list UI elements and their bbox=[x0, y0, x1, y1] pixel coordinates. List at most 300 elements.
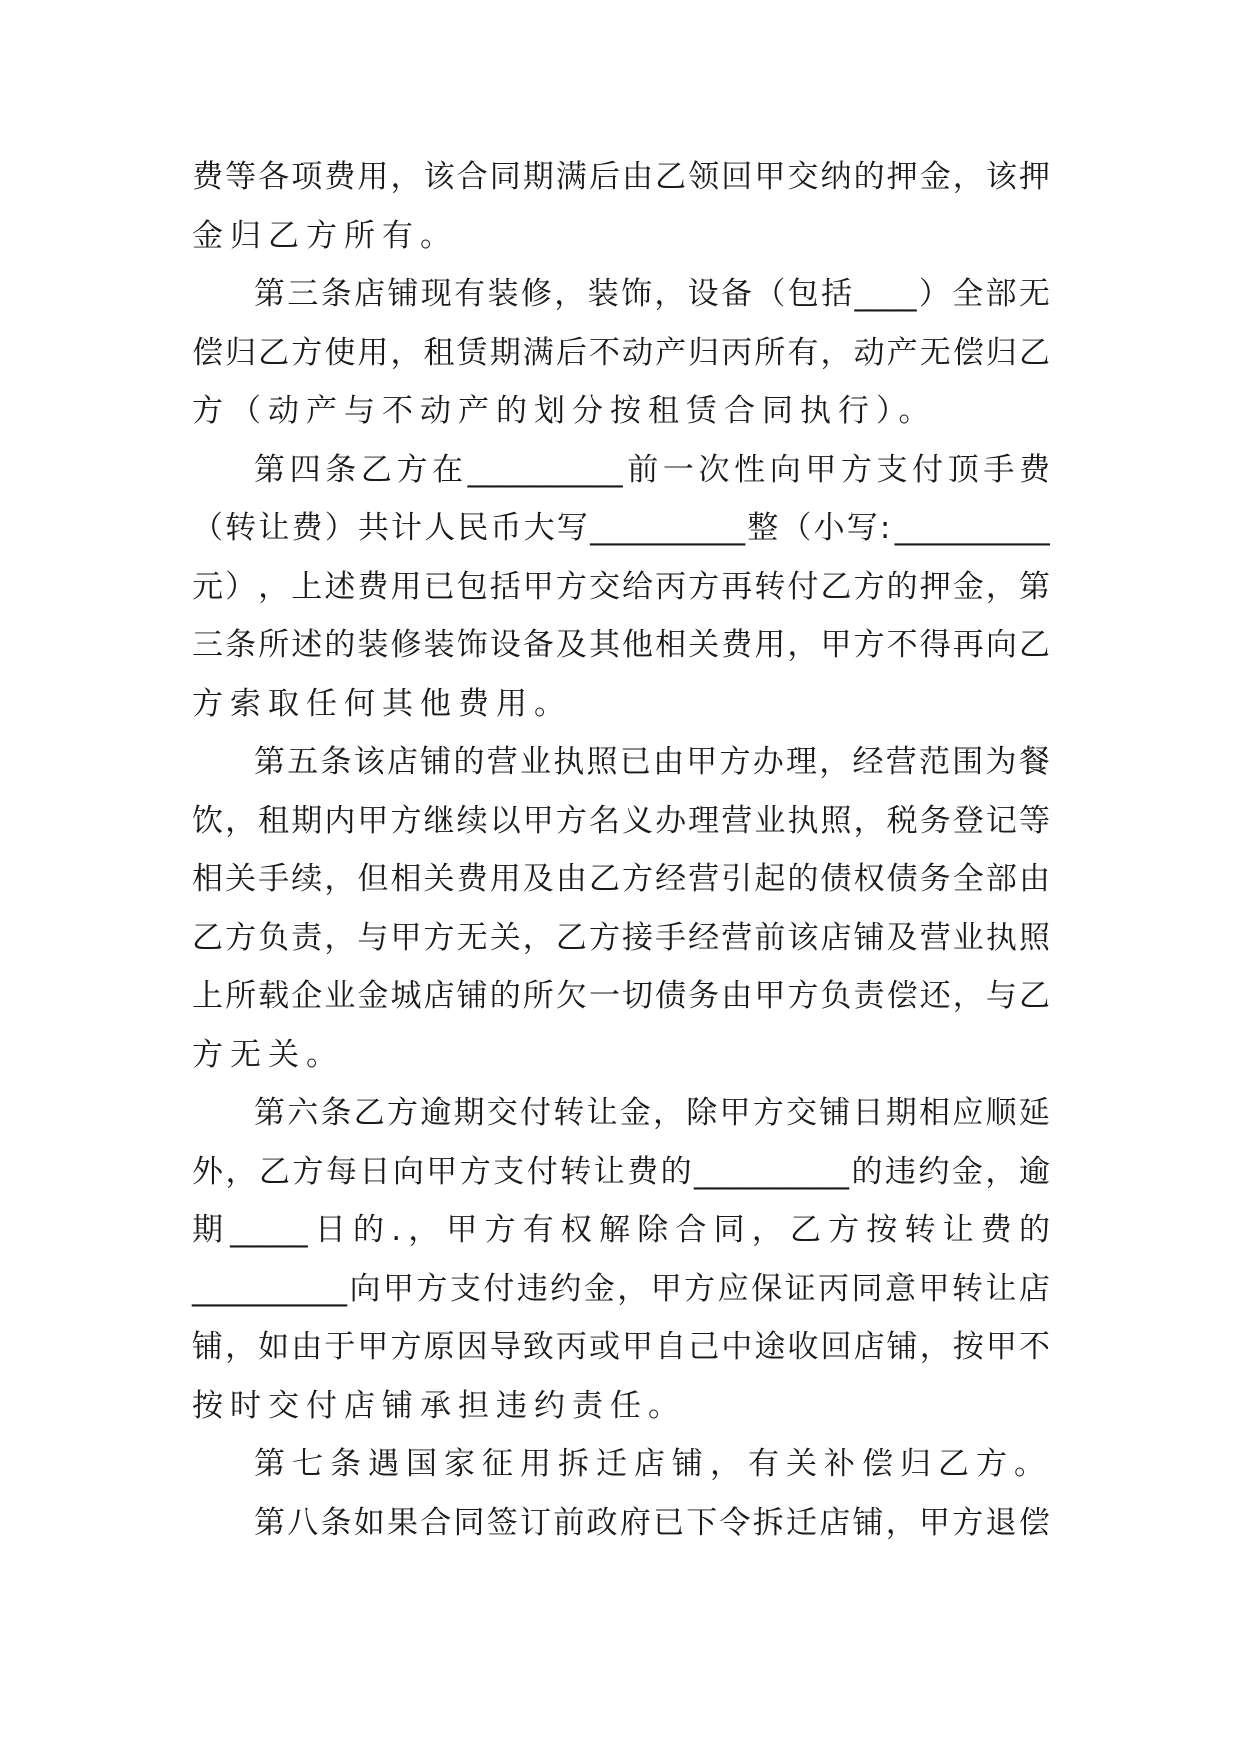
text-char: 丙 bbox=[655, 568, 687, 605]
text-char: 备 bbox=[721, 276, 753, 312]
text-char: 方 bbox=[423, 919, 455, 956]
text-char: 满 bbox=[522, 334, 554, 371]
text-line bbox=[192, 909, 1050, 968]
text-char: 写 bbox=[556, 510, 588, 546]
text-char: 同 bbox=[713, 1212, 745, 1248]
text-char: 乙 bbox=[655, 159, 687, 195]
text-char: 一 bbox=[588, 978, 620, 1014]
text-char: 向 bbox=[392, 1153, 424, 1190]
text-char: ， bbox=[408, 1212, 440, 1248]
text-char: 照 bbox=[586, 744, 618, 780]
text-char: 用 bbox=[390, 568, 422, 605]
text-char: 下 bbox=[686, 1504, 718, 1541]
text-char: 条 bbox=[225, 627, 257, 663]
text-char: 责 bbox=[853, 978, 885, 1014]
text-line bbox=[192, 1084, 1050, 1143]
text-char: 转 bbox=[754, 568, 786, 605]
text-char: 租 bbox=[258, 802, 290, 839]
text-char: 向 bbox=[349, 1270, 381, 1307]
text-char: 的 bbox=[853, 159, 885, 195]
text-char: 由 bbox=[622, 159, 654, 195]
text-char: （ bbox=[780, 510, 812, 546]
text-char: 城 bbox=[390, 978, 422, 1014]
text-char: ， bbox=[985, 1153, 1017, 1190]
text-char: 经 bbox=[655, 861, 687, 897]
text-char: 执 bbox=[985, 919, 1017, 956]
text-char: 费 bbox=[627, 1153, 659, 1190]
text-char: 整 bbox=[747, 510, 779, 546]
text-char: 甲 bbox=[686, 744, 718, 780]
text-char: 甲 bbox=[522, 568, 554, 605]
text-char: 方 bbox=[622, 861, 654, 897]
text-char: 费 bbox=[192, 159, 223, 195]
text-char: 手 bbox=[655, 919, 687, 956]
text-char: 金 bbox=[583, 1270, 615, 1307]
text-char: 但 bbox=[357, 861, 389, 897]
text-char: 方 bbox=[853, 627, 885, 663]
text-char: 所 bbox=[754, 334, 786, 371]
text-char: 内 bbox=[324, 802, 356, 839]
text-char: 保 bbox=[751, 1270, 783, 1307]
text-char: 再 bbox=[721, 568, 753, 605]
text-char: 切 bbox=[622, 978, 654, 1014]
text-char: 装 bbox=[423, 627, 455, 663]
text-char: 登 bbox=[952, 802, 984, 839]
blank-field: __________ bbox=[894, 510, 1050, 546]
text-char: 相 bbox=[390, 861, 422, 897]
text-char: 现 bbox=[420, 276, 452, 312]
text-char: 转 bbox=[904, 1212, 936, 1248]
text-char: 所 bbox=[522, 978, 554, 1014]
text-char: 方 bbox=[387, 1095, 418, 1131]
text-char: 还 bbox=[919, 978, 951, 1014]
text-char: 乙 bbox=[1018, 627, 1050, 663]
text-char: 照 bbox=[1018, 919, 1050, 956]
text-char: 付 bbox=[787, 568, 819, 605]
text-char: 及 bbox=[522, 861, 554, 897]
blank-field: _____ bbox=[230, 1212, 308, 1248]
text-char: 方 bbox=[840, 451, 872, 488]
text-char: 理 bbox=[786, 744, 817, 780]
text-char: 方 bbox=[952, 1504, 984, 1541]
text-char: 在 bbox=[432, 451, 464, 488]
text-char: 债 bbox=[655, 978, 687, 1014]
blank-field: __________ bbox=[467, 451, 623, 488]
text-char: 关 bbox=[423, 861, 455, 897]
text-char: 括 bbox=[489, 568, 521, 605]
text-char: 经 bbox=[852, 744, 884, 780]
text-run: 方无关。 bbox=[192, 1036, 344, 1073]
text-char: 意 bbox=[884, 1270, 916, 1307]
text-char: 负 bbox=[258, 919, 290, 956]
text-char: 甲 bbox=[754, 978, 786, 1014]
text-char: 金 bbox=[357, 978, 389, 1014]
text-char: 装 bbox=[487, 276, 519, 312]
text-char: 乙 bbox=[789, 1212, 821, 1248]
text-char: 备 bbox=[522, 627, 554, 663]
text-char: 续 bbox=[456, 802, 488, 839]
text-char: 归 bbox=[688, 334, 720, 371]
text-char: 府 bbox=[619, 1504, 651, 1541]
text-char: 负 bbox=[820, 978, 852, 1014]
text-char: 税 bbox=[886, 802, 918, 839]
text-char: 前 bbox=[627, 451, 659, 488]
text-char: 条 bbox=[320, 1095, 352, 1131]
text-char: 用 bbox=[489, 861, 521, 897]
text-char: 共 bbox=[357, 510, 389, 546]
text-line bbox=[192, 1318, 1050, 1377]
text-line bbox=[192, 733, 1050, 792]
text-char: 第 bbox=[254, 1095, 285, 1131]
text-char: 不 bbox=[1018, 1329, 1050, 1365]
text-char: 交 bbox=[588, 568, 620, 605]
text-char: ， bbox=[819, 744, 851, 780]
text-char: 设 bbox=[489, 627, 521, 663]
text-char: 他 bbox=[622, 627, 654, 663]
text-char: 方 bbox=[787, 978, 819, 1014]
text-char: 铺 bbox=[819, 1095, 851, 1131]
text-char: 店 bbox=[820, 919, 852, 956]
text-char: 让 bbox=[586, 1095, 618, 1131]
text-char: 第 bbox=[1018, 568, 1050, 605]
text-char: 由 bbox=[721, 978, 753, 1014]
text-char: 方 bbox=[459, 1153, 491, 1190]
text-line bbox=[192, 558, 1050, 617]
text-char: 方 bbox=[555, 802, 587, 839]
text-char: 关 bbox=[688, 627, 720, 663]
text-char: 业 bbox=[520, 744, 551, 780]
text-char: 得 bbox=[919, 627, 951, 663]
text-char: 甲 bbox=[522, 802, 554, 839]
text-char: 八 bbox=[287, 1504, 319, 1541]
text-char: 由 bbox=[653, 744, 684, 780]
text-char: 向 bbox=[985, 627, 1017, 663]
text-char: 乙 bbox=[1018, 978, 1050, 1014]
text-char: 方 bbox=[292, 1153, 324, 1190]
text-char: 费 bbox=[721, 627, 753, 663]
text-char: 动 bbox=[853, 334, 885, 371]
text-char: 让 bbox=[593, 1153, 625, 1190]
text-char: ， bbox=[225, 1329, 257, 1365]
text-char: 因 bbox=[456, 1329, 488, 1365]
text-char: 有 bbox=[454, 276, 486, 312]
text-char: 后 bbox=[555, 334, 587, 371]
text-char: 甲 bbox=[357, 802, 389, 839]
text-char: 部 bbox=[985, 861, 1017, 897]
text-char: 转 bbox=[951, 1270, 983, 1307]
text-char: 与 bbox=[357, 919, 389, 956]
text-char: 该 bbox=[787, 919, 819, 956]
text-char: 甲 bbox=[382, 1270, 414, 1307]
text-char: 店 bbox=[853, 1329, 885, 1365]
text-char: 甲 bbox=[719, 1095, 751, 1131]
text-char: 原 bbox=[423, 1329, 455, 1365]
text-char: 民 bbox=[457, 510, 489, 546]
text-char: 使 bbox=[324, 334, 356, 371]
text-line bbox=[192, 148, 1050, 207]
text-char: . bbox=[391, 1212, 402, 1248]
text-char: 乙 bbox=[258, 1153, 290, 1190]
text-char: 每 bbox=[325, 1153, 357, 1190]
document-body bbox=[192, 148, 1050, 1552]
text-char: 饰 bbox=[620, 276, 652, 312]
blank-field: __________ bbox=[590, 510, 746, 546]
text-char: 回 bbox=[721, 159, 753, 195]
text-char: 乙 bbox=[258, 334, 290, 371]
text-char: ， bbox=[324, 919, 356, 956]
text-char: 该 bbox=[423, 159, 455, 195]
text-char: ， bbox=[225, 802, 257, 839]
text-char: 项 bbox=[291, 159, 323, 195]
text-char: 给 bbox=[622, 568, 654, 605]
text-char: 约 bbox=[918, 1153, 950, 1190]
text-run: 第七条遇国家征用拆迁店铺，有关补偿归乙方。 bbox=[254, 1446, 1052, 1482]
text-char: 退 bbox=[985, 1504, 1017, 1541]
text-char: 无 bbox=[919, 334, 951, 371]
text-char: 令 bbox=[719, 1504, 751, 1541]
text-char: 所 bbox=[258, 627, 290, 663]
text-char: 方 bbox=[396, 451, 428, 488]
text-char: ， bbox=[885, 1504, 917, 1541]
text-char: 日 bbox=[314, 1212, 346, 1248]
text-char: 由 bbox=[1018, 861, 1050, 897]
text-char: 店 bbox=[819, 1504, 851, 1541]
text-char: 金 bbox=[951, 1153, 983, 1190]
text-char: 六 bbox=[287, 1095, 319, 1131]
text-char: 务 bbox=[919, 802, 951, 839]
text-char: 人 bbox=[424, 510, 456, 546]
text-char: 引 bbox=[721, 861, 753, 897]
text-char: 起 bbox=[754, 861, 786, 897]
text-char: 关 bbox=[225, 861, 257, 897]
text-char: 该 bbox=[985, 159, 1017, 195]
text-char: 及 bbox=[886, 919, 918, 956]
text-char: 日 bbox=[359, 1153, 391, 1190]
text-char: 述 bbox=[291, 627, 323, 663]
text-char: 前 bbox=[754, 919, 786, 956]
text-char: 己 bbox=[688, 1329, 720, 1365]
text-char: 甲 bbox=[390, 919, 422, 956]
text-line bbox=[192, 850, 1050, 909]
text-char: 装 bbox=[357, 627, 389, 663]
text-char: 手 bbox=[258, 861, 290, 897]
text-char: ， bbox=[787, 627, 819, 663]
text-char: 赁 bbox=[456, 334, 488, 371]
text-char: ， bbox=[225, 1153, 257, 1190]
text-char: 范 bbox=[919, 744, 950, 780]
text-char: 次 bbox=[698, 451, 730, 488]
text-char: 所 bbox=[225, 978, 257, 1014]
text-char: ， bbox=[751, 1212, 783, 1248]
text-char: 租 bbox=[423, 334, 455, 371]
text-line bbox=[192, 499, 1050, 558]
text-char: 务 bbox=[919, 861, 951, 897]
text-char: 营 bbox=[919, 919, 951, 956]
text-char: 等 bbox=[1018, 802, 1050, 839]
text-line bbox=[192, 1377, 1050, 1436]
text-char: 订 bbox=[520, 1504, 551, 1541]
text-run: 按时交付店铺承担违约责任。 bbox=[192, 1387, 686, 1424]
text-char: 费 bbox=[1018, 451, 1050, 488]
text-char: 甲 bbox=[820, 627, 852, 663]
text-char: 债 bbox=[820, 861, 852, 897]
blank-field: __________ bbox=[192, 1270, 347, 1307]
text-char: 政 bbox=[586, 1504, 618, 1541]
text-char: ， bbox=[390, 334, 422, 371]
text-char: 围 bbox=[952, 744, 984, 780]
text-char: 继 bbox=[423, 802, 455, 839]
text-char: 拆 bbox=[752, 1504, 784, 1541]
text-char: 已 bbox=[423, 568, 455, 605]
text-char: 甲 bbox=[918, 1270, 950, 1307]
text-char: 铺 bbox=[852, 1504, 884, 1541]
text-char: 三 bbox=[287, 276, 319, 312]
text-line bbox=[192, 382, 1050, 441]
text-char: 甲 bbox=[650, 1270, 682, 1307]
text-char: ， bbox=[554, 276, 586, 312]
text-char: 向 bbox=[769, 451, 801, 488]
text-char: 铺 bbox=[420, 744, 452, 780]
text-char: 元 bbox=[192, 568, 223, 605]
text-char: 不 bbox=[886, 627, 918, 663]
text-char: 费 bbox=[980, 1212, 1012, 1248]
text-char: 按 bbox=[952, 1329, 984, 1365]
text-char: 营 bbox=[721, 802, 753, 839]
text-char: 归 bbox=[225, 334, 257, 371]
text-char: 相 bbox=[919, 1095, 950, 1131]
text-char: 上 bbox=[291, 568, 323, 605]
text-char: 关 bbox=[489, 919, 521, 956]
text-char: 等 bbox=[225, 159, 257, 195]
text-char: 延 bbox=[1018, 1095, 1050, 1131]
text-char: （ bbox=[754, 276, 786, 312]
text-char: 甲 bbox=[446, 1212, 478, 1248]
text-char: 纳 bbox=[820, 159, 852, 195]
text-char: 第 bbox=[254, 744, 285, 780]
text-char: 应 bbox=[717, 1270, 749, 1307]
text-line bbox=[192, 1435, 1050, 1494]
text-char: 方 bbox=[390, 1329, 422, 1365]
text-char: 偿 bbox=[1018, 1504, 1050, 1541]
text-char: 条 bbox=[320, 744, 352, 780]
text-char: 经 bbox=[688, 919, 720, 956]
text-char: ， bbox=[919, 1329, 951, 1365]
text-char: 权 bbox=[853, 861, 885, 897]
text-char: 的 bbox=[453, 744, 485, 780]
text-line bbox=[192, 675, 1050, 734]
text-char: 同 bbox=[851, 1270, 883, 1307]
text-char: 金 bbox=[952, 568, 984, 605]
text-char: 店 bbox=[1018, 1270, 1050, 1307]
text-char: 乙 bbox=[1018, 334, 1050, 371]
text-char: 业 bbox=[324, 978, 356, 1014]
text-char: 修 bbox=[520, 276, 552, 312]
text-char: 偿 bbox=[952, 334, 984, 371]
text-char: ） bbox=[225, 568, 257, 605]
text-char: 债 bbox=[886, 861, 918, 897]
text-char: 的 bbox=[1018, 1212, 1050, 1248]
text-line bbox=[192, 324, 1050, 383]
text-run: 方索取任何其他费用。 bbox=[192, 685, 572, 722]
text-char: 偿 bbox=[886, 978, 918, 1014]
text-char: 方 bbox=[828, 1212, 860, 1248]
text-char: 铺 bbox=[456, 978, 488, 1014]
text-char: ， bbox=[617, 1270, 649, 1307]
text-char: 理 bbox=[688, 802, 720, 839]
text-char: 条 bbox=[320, 1504, 352, 1541]
text-char: 让 bbox=[942, 1212, 974, 1248]
text-char: 乙 bbox=[353, 1095, 385, 1131]
text-char: 费 bbox=[456, 861, 488, 897]
text-char: 签 bbox=[486, 1504, 518, 1541]
text-char: 合 bbox=[675, 1212, 707, 1248]
text-char: 部 bbox=[985, 276, 1017, 312]
text-char: ， bbox=[258, 568, 290, 605]
text-char: 合 bbox=[420, 1504, 452, 1541]
text-char: 的 bbox=[324, 627, 356, 663]
text-char: 饮 bbox=[192, 802, 223, 839]
text-char: 途 bbox=[754, 1329, 786, 1365]
blank-field: ____ bbox=[854, 276, 917, 312]
text-char: ， bbox=[952, 978, 984, 1014]
text-char: 除 bbox=[637, 1212, 669, 1248]
text-char: 营 bbox=[721, 919, 753, 956]
text-char: ， bbox=[522, 919, 554, 956]
text-char: 业 bbox=[754, 802, 786, 839]
text-char: 满 bbox=[555, 159, 587, 195]
text-char: 店 bbox=[423, 978, 455, 1014]
text-char: 乙 bbox=[360, 451, 392, 488]
text-char: 各 bbox=[258, 159, 290, 195]
text-char: 顺 bbox=[985, 1095, 1017, 1131]
text-char: 同 bbox=[453, 1504, 485, 1541]
text-char: 已 bbox=[653, 1504, 684, 1541]
text-char: 外 bbox=[192, 1153, 223, 1190]
text-char: 证 bbox=[784, 1270, 816, 1307]
text-char: 甲 bbox=[985, 1329, 1017, 1365]
text-char: 装 bbox=[587, 276, 619, 312]
text-char: 无 bbox=[1018, 276, 1050, 312]
text-char: ， bbox=[390, 159, 422, 195]
text-run: 方（动产与不动产的划分按租赁合同执行）。 bbox=[192, 393, 937, 429]
text-char: 期 bbox=[885, 1095, 917, 1131]
text-char: 费 bbox=[324, 159, 356, 195]
text-char: 付 bbox=[912, 451, 944, 488]
text-run: 金归乙方所有。 bbox=[192, 217, 458, 254]
text-char: 设 bbox=[687, 276, 719, 312]
text-char: 乙 bbox=[820, 568, 852, 605]
text-char: 该 bbox=[353, 744, 385, 780]
text-char: 有 bbox=[787, 334, 819, 371]
text-char: 由 bbox=[291, 1329, 323, 1365]
text-char: 的 bbox=[787, 861, 819, 897]
text-char: 与 bbox=[985, 978, 1017, 1014]
text-char: 用 bbox=[357, 159, 389, 195]
text-line bbox=[192, 441, 1050, 500]
text-line bbox=[192, 1201, 1050, 1260]
text-char: 的 bbox=[489, 978, 521, 1014]
text-char: 的 bbox=[660, 1153, 692, 1190]
text-char: 自 bbox=[655, 1329, 687, 1365]
text-char: 方 bbox=[390, 802, 422, 839]
text-char: 店 bbox=[354, 276, 386, 312]
text-char: 回 bbox=[820, 1329, 852, 1365]
text-char: 让 bbox=[985, 1270, 1017, 1307]
text-char: 营 bbox=[885, 744, 917, 780]
text-char: 如 bbox=[258, 1329, 290, 1365]
text-char: 载 bbox=[258, 978, 290, 1014]
text-char: 付 bbox=[526, 1153, 558, 1190]
